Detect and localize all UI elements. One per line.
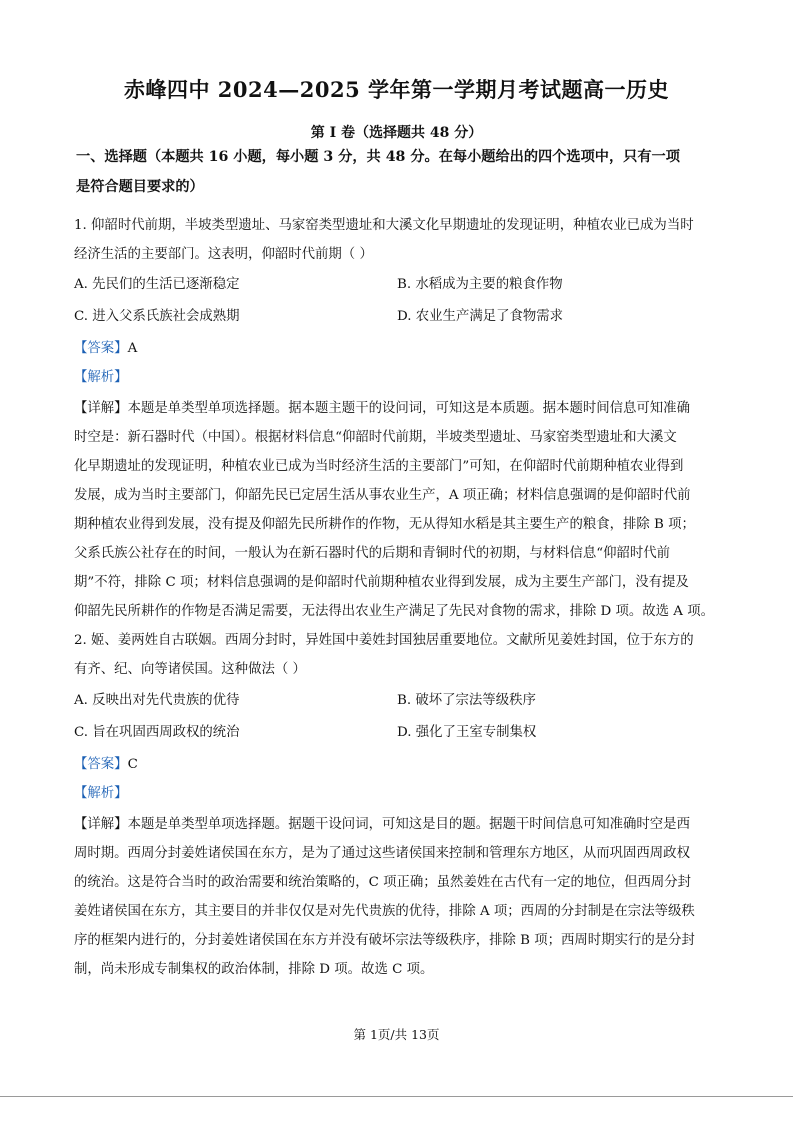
q2-option-b: B. 破坏了宗法等级秩序 [397,693,536,708]
page-title: 赤峰四中 2024—2025 学年第一学期月考试题高一历史 [123,77,669,102]
q1-detail-line-4: 发展，成为当时主要部门，仰韶先民已定居生活从事农业生产，A 项正确；材料信息强调的是仰韶时代前 [74,488,691,503]
q1-detail-tag: 【详解】 [74,401,128,416]
bottom-divider [0,1096,793,1097]
q1-stem-line-1: 1. 仰韶时代前期，半坡类型遗址、马家窑类型遗址和大溪文化早期遗址的发现证明，种植农业已成为当时 [74,218,694,233]
q1-detail-line-6: 父系氏族公社存在的时间，一般认为在新石器时代的后期和青铜时代的初期，与材料信息“仰韶时代前 [74,546,671,561]
q2-option-c: C. 旨在巩固西周政权的统治 [74,725,240,740]
q1-answer-value: A [127,341,138,356]
q2-analysis-tag: 【解析】 [74,786,128,801]
q2-detail-line-1 [74,815,734,835]
q1-detail-line-3: 化早期遗址的发现证明，种植农业已成为当时经济生活的主要部门”可知，在仰韶时代前期种植农业得到 [74,459,684,474]
q2-stem-line-1: 2. 姬、姜两姓自古联姻。西周分封时，异姓国中姜姓封国独居重要地位。文献所见姜姓封国，位于东方的 [74,633,694,648]
q2-option-d: D. 强化了王室专制集权 [397,725,537,740]
q2-answer-value: C [127,757,138,772]
q1-answer-tag: 【答案】 [74,341,128,356]
q2-detail-line-3: 的统治。这是符合当时的政治需要和统治策略的，C 项正确；虽然姜姓在古代有一定的地位，但西周分封 [74,875,692,890]
q2-detail-line-4: 姜姓诸侯国在东方，其主要目的并非仅仅是对先代贵族的优待，排除 A 项；西周的分封制是在宗法等级秩 [74,904,695,919]
page-number: 第 1页/共 13页 [353,1027,440,1042]
q1-option-a: A. 先民们的生活已逐渐稳定 [74,277,240,292]
q2-option-a: A. 反映出对先代贵族的优待 [74,693,240,708]
q1-option-c: C. 进入父系氏族社会成熟期 [74,309,240,324]
q1-detail-text-1: 本题是单类型单项选择题。据本题主题干的设问词，可知这是本质题。据本题时间信息可知准确 [127,401,690,416]
q2-answer-tag: 【答案】 [74,757,128,772]
q2-detail-tag: 【详解】 [74,817,128,832]
q1-detail-line-8: 仰韶先民所耕作的作物是否满足需要，无法得出农业生产满足了先民对食物的需求，排除 D 项。故选 A 项。 [74,604,715,619]
section-heading [76,142,726,202]
q2-stem-line-2: 有齐、纪、向等诸侯国。这种做法（ ） [74,662,306,677]
q1-option-b: B. 水稻成为主要的粮食作物 [397,277,563,292]
q2-detail-line-5: 序的框架内进行的，分封姜姓诸侯国在东方并没有破坏宗法等级秩序，排除 B 项；西周时期实行的是分封 [74,933,695,948]
section-heading-line-2: 是符合题目要求的） [76,179,204,195]
q1-detail-line-2: 时空是：新石器时代（中国）。根据材料信息“仰韶时代前期，半坡类型遗址、马家窑类型遗址和大溪文 [74,430,677,445]
q1-stem-line-2: 经济生活的主要部门。这表明，仰韶时代前期（ ） [74,247,373,262]
q2-detail-line-6: 制，尚未形成专制集权的政治体制，排除 D 项。故选 C 项。 [74,962,434,977]
q2-answer [74,755,734,775]
q1-answer [74,339,734,359]
q1-detail-line-5: 期种植农业得到发展，没有提及仰韶先民所耕作的作物，无从得知水稻是其主要生产的粮食，排除 B 项； [74,517,695,532]
q1-analysis-tag: 【解析】 [74,370,128,385]
section-heading-line-1: 一、选择题（本题共 16 小题，每小题 3 分，共 48 分。在每小题给出的四个选项中，只有一项 [76,149,680,165]
q1-detail-line-1 [74,399,734,419]
q2-analysis [74,784,734,804]
q1-detail-line-7: 期”不符，排除 C 项；材料信息强调的是仰韶时代前期种植农业得到发展，成为主要生产部门，没有提及 [74,575,689,590]
q2-detail-text-1: 本题是单类型单项选择题。据题干设问词，可知这是目的题。据题干时间信息可知准确时空是西 [127,817,690,832]
q1-analysis [74,368,734,388]
q1-option-d: D. 农业生产满足了食物需求 [397,309,564,324]
part-heading: 第 I 卷（选择题共 48 分） [310,125,483,141]
q2-detail-line-2: 周时期。西周分封姜姓诸侯国在东方，是为了通过这些诸侯国来控制和管理东方地区，从而巩固西周政权 [74,846,690,861]
